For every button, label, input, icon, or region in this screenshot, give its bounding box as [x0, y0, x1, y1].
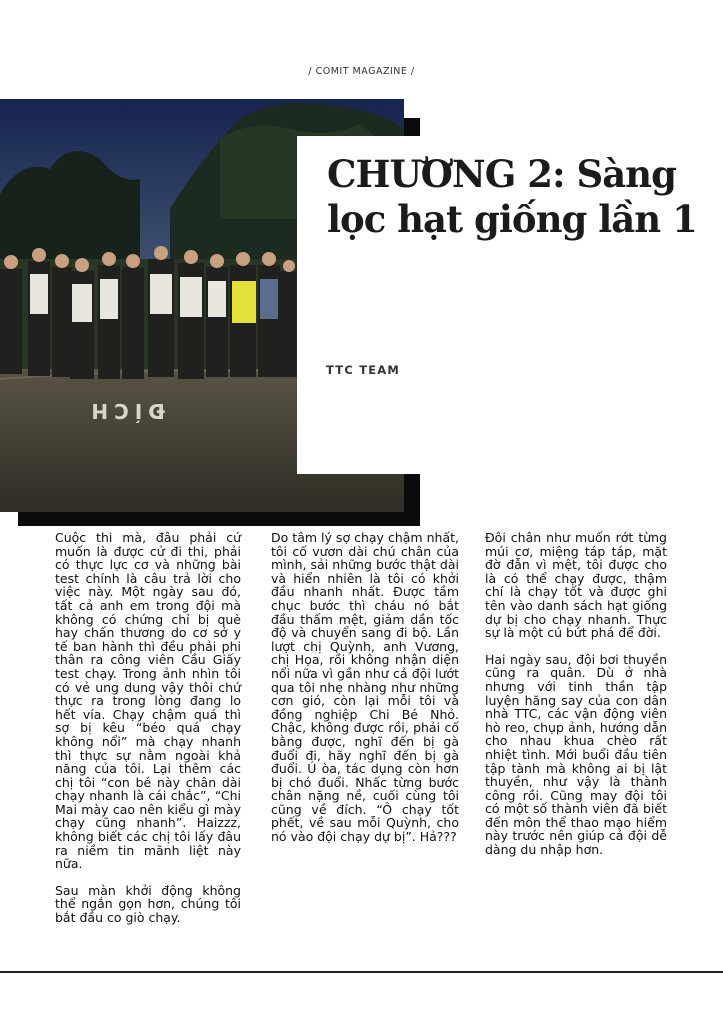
paragraph: Cuộc thi mà, đâu phải cứ muốn là được cử đi thi, phải có thực lực cơ và những bài test chính là câu trả lời cho việc này. Một ngày sau đó, tất cả anh em trong đội mà không có chứng chỉ bị què hay chấn thương do cơ sở y tế ban hành thì đều phải phi thân ra công viên Cầu Giấy test chạy. Trong ảnh nhìn tôi có vẻ ung dung vậy thôi chứ thực ra trong lòng đang lo hết vía. Chạy chậm quá thì sợ bị kêu “béo quá chạy không nổi” mà chạy nhanh thì thực sự nằm ngoài khả năng của tôi. Lại thêm các chị tôi “con bé này chân dài chạy nhanh là cái chắc”, “Chi Mai mày cao nên kiểu gì mày chạy cũng nhanh”. Haizzz, không biết các chị tôi lấy đâu ra niềm tin mãnh liệt này nữa. — [55, 530, 241, 872]
article-title: CHƯƠNG 2: Sàng lọc hạt giống lần 1 — [327, 152, 697, 241]
road-marking-text: ĐÍCH — [85, 399, 165, 423]
article-column-2 — [271, 531, 459, 857]
article-column-1 — [55, 531, 241, 938]
paragraph: Do tâm lý sợ chạy chậm nhất, tôi cố vươn dài chú chân của mình, sải những bước thật dài và hiển nhiên là tôi có khởi đầu nhanh nhất. Được tầm chục bước thì cháu nó bắt đầu thấm mệt, giảm dần tốc độ và chuyển sang đi bộ. Lần lượt chị Quỳnh, anh Vương, chị Họa, rồi không nhận diện nổi nữa vì gần như cả đội lướt qua tôi nhẹ nhàng như những cơn gió, còn lại mỗi tôi và đồng nghiệp Chi Bé Nhỏ. Chậc, không được rồi, phải cố bằng được, nghĩ đến bị gà đuổi đi, hãy nghĩ đến bị gà đuổi. Ú òa, tác dụng còn hơn bị chó đuổi. Nhấc từng bước chân nặng nề, cuối cùng tôi cũng về đích. “Ô chạy tốt phết, về sau mỗi Quỳnh, cho nó vào đội chạy dự bị”. Hả??? — [271, 530, 459, 845]
bottom-rule — [0, 971, 723, 973]
article-author: TTC TEAM — [326, 363, 401, 377]
magazine-tag: / COMIT MAGAZINE / — [308, 66, 415, 77]
paragraph: Sau màn khởi động không thể ngắn gọn hơn, chúng tôi bắt đầu co giò chạy. — [55, 882, 241, 926]
article-column-3 — [485, 531, 667, 870]
paragraph: Hai ngày sau, đội bơi thuyền cũng ra quân. Dù ở nhà nhưng với tinh thần tập luyện hăng say của con dân nhà TTC, các vận động viên hò reo, chụp ảnh, hướng dẫn cho nhau khua chèo rất nhiệt tình. Mới buổi đầu tiên tập tành mà không ai bị lật thuyền, như vậy là thành công rồi. Cũng may đội tôi có một số thành viên đã biết đến môn thể thao mạo hiểm này trước nên giúp cả đội dễ dàng du nhập hơn. — [485, 651, 667, 858]
paragraph: Đôi chân như muốn rớt từng múi cơ, miệng táp táp, mặt đờ đẫn vì mệt, tôi được cho là có thể chạy được, thậm chí là chạy tốt và được ghi tên vào danh sách hạt giống dự bị cho chạy nhanh. Thực sự là một cú bứt phá để đời. — [485, 530, 667, 641]
